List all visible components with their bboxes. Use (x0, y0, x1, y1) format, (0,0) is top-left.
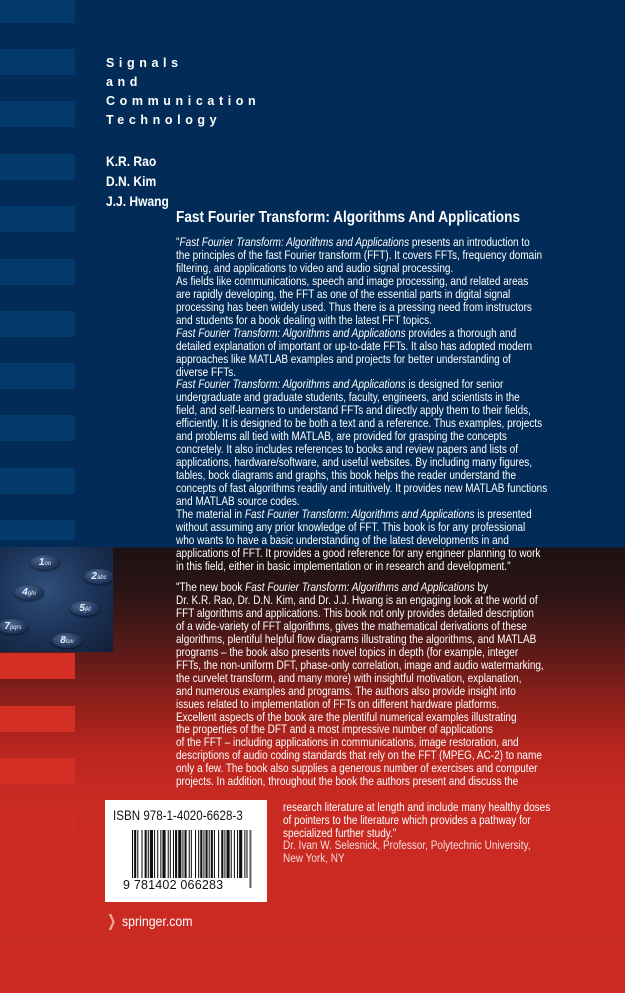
keypad-key (0, 619, 28, 634)
key-number: 5 (79, 603, 85, 614)
text-segment: diverse FFTs. (176, 364, 236, 379)
stripe (0, 758, 75, 784)
text-segment: As fields like communications, speech and image processing, and related areas (176, 273, 529, 288)
text-segment: tables, bock diagrams and graphs, this book helps the reader understand the (176, 468, 517, 483)
series-title (106, 54, 260, 130)
attribution-line: Dr. Ivan W. Selesnick, Professor, Polytechnic University, (283, 838, 531, 852)
series-line: Technology (106, 113, 222, 127)
stripe (0, 653, 75, 679)
text-line: research literature at length and include many healthy doses (283, 800, 551, 814)
text-segment: who wants to have a basic understanding of the latest developments in and (176, 532, 509, 547)
keypad-key (30, 555, 60, 570)
text-segment: FFT algorithms and applications. This book not only provides detailed description (176, 605, 534, 620)
keypad-key (14, 585, 44, 600)
italic-title-segment: Fast Fourier Transform: Algorithms and Applications (244, 507, 475, 522)
text-segment: are rapidly developing, the FFT as one of the essential parts in digital signal (176, 286, 511, 301)
text-segment: in this field, either in basic implementation or in research and development." (176, 558, 511, 573)
attribution-line: New York, NY (283, 850, 345, 865)
text-segment: issues related to implementation of FFTs on different hardware platforms. (176, 696, 500, 711)
text-segment: by (474, 580, 489, 594)
review-attribution (283, 839, 585, 865)
key-number: 2 (91, 571, 97, 582)
text-segment: undergraduate and graduate students, faculty, engineers, and scientists in the (176, 390, 520, 405)
text-segment: the properties of the DFT and a most impressive number of applications (176, 722, 493, 737)
text-segment: without assuming any prior knowledge of FFT. This book is for any professional (176, 519, 526, 534)
text-segment: the principles of the fast Fourier transform (FFT). It covers FFTs, frequency domain (176, 247, 543, 262)
key-number: 1 (38, 557, 45, 568)
text-segment: and MATLAB source codes. (176, 494, 300, 509)
text-segment: the curvelet transform, and many more) with insightful motivation, explanation, (176, 670, 522, 685)
phone-keypad-image (0, 547, 113, 652)
review-quote (176, 581, 624, 788)
series-line: and (106, 75, 143, 89)
text-segment: presents an introduction to (409, 235, 530, 249)
text-segment: provides a thorough and (405, 325, 517, 340)
text-segment: projects. In addition, throughout the book the authors present and discuss the (176, 774, 519, 789)
isbn-barcode-box (105, 800, 267, 902)
text-segment: Dr. K.R. Rao, Dr. D.N. Kim, and Dr. J.J. Hwang is an engaging look at the world of (176, 592, 538, 607)
text-segment: filtering, and applications to video and audio signal processing. (176, 260, 454, 275)
text-segment: FFTs, the non-uniform DFT, phase-only correlation, image and audio watermarking, (176, 657, 544, 672)
italic-title-segment: Fast Fourier Transform: Algorithms and Applications (245, 580, 475, 594)
text-segment: concretely. It also includes references to books and review papers and lists of (176, 442, 519, 457)
text-segment: algorithms, plentiful helpful flow diagrams illustrating the algorithms, and MATLAB (176, 631, 537, 646)
text-segment: approaches like MATLAB examples and projects for better understanding of (176, 351, 511, 366)
keypad-key (52, 633, 82, 648)
key-number: 7 (4, 621, 10, 632)
text-segment: programs – the book also presents novel topics in depth (for example, integer (176, 644, 519, 659)
text-line: specialized further study." (283, 825, 397, 840)
book-description (176, 236, 625, 573)
text-segment: applications, hardware/software, and useful websites. By including many figures, (176, 455, 533, 470)
author-list (106, 151, 169, 211)
italic-title-segment: Fast Fourier Transform: Algorithms and Applications (176, 325, 406, 340)
key-letters: abc (96, 575, 107, 581)
text-segment: field, and self-learners to understand FFTs and directly apply them to their fields, (176, 403, 531, 418)
text-segment: The material in (176, 507, 245, 522)
series-line: Signals (106, 56, 183, 70)
stripe (0, 415, 75, 441)
stripe (0, 810, 75, 836)
key-letters: tuv (65, 639, 74, 645)
text-segment: only a few. The book also supplies a generous number of exercises and computer (176, 761, 538, 776)
stripe (0, 49, 75, 75)
stripe (0, 706, 75, 732)
key-number: 4 (22, 587, 28, 598)
series-line: Communication (106, 94, 261, 108)
key-letters: oo (44, 561, 52, 567)
text-segment: processing has been widely used. Thus there is a pressing need from instructors (176, 299, 532, 314)
text-segment: and students for a book dealing with the latest FFT topics. (176, 312, 432, 327)
text-line (176, 775, 544, 788)
text-segment: detailed explanation of important or up-to-date FFTs. It also has adopted modern (176, 338, 533, 353)
barcode-digits: 9 781402 066283 (123, 878, 224, 892)
text-segment: is presented (474, 507, 532, 522)
author-name: K.R. Rao (106, 153, 157, 169)
text-segment: efficiently. It is designed to be both a text and a reference. Thus examples, projects (176, 416, 543, 431)
author-name: D.N. Kim (106, 173, 157, 189)
stripe (0, 154, 75, 180)
key-number: 8 (60, 635, 66, 646)
text-segment: Excellent aspects of the book are the plentiful numerical examples illustrating (176, 709, 517, 724)
chevron-right-icon: ❯ (107, 913, 117, 930)
text-line: of pointers to the literature which provides a pathway for (283, 812, 531, 827)
stripe (0, 259, 75, 285)
publisher-link[interactable] (105, 911, 203, 931)
isbn-label: ISBN 978-1-4020-6628-3 (113, 808, 243, 823)
stripe (0, 520, 75, 540)
stripe (0, 101, 75, 127)
stripe (0, 468, 75, 494)
text-segment: is designed for senior (405, 377, 504, 392)
author-name: J.J. Hwang (106, 193, 169, 209)
key-letters: pqrs (9, 625, 22, 631)
stripe (0, 206, 75, 232)
text-segment: descriptions of audio coding standards that rely on the FFT (MPEG, AC-2) to name (176, 748, 542, 763)
text-line (176, 560, 547, 573)
text-segment: "The new book (176, 580, 246, 594)
keypad-key (84, 569, 113, 584)
text-segment: and problems all tied with MATLAB, are provided for grasping the concepts (176, 429, 507, 444)
stripe (0, 0, 75, 23)
review-quote-continued (283, 801, 609, 840)
text-segment: of the FFT – including applications in communications, image restoration, and (176, 735, 519, 750)
stripe (0, 363, 75, 389)
keypad-key (70, 601, 100, 616)
italic-title-segment: Fast Fourier Transform: Algorithms and Applications (179, 235, 410, 249)
key-letters: ghi (27, 591, 36, 597)
text-segment: of a wide-variety of FFT algorithms, gives the mathematical derivations of these (176, 618, 527, 633)
italic-title-segment: Fast Fourier Transform: Algorithms and Applications (176, 377, 406, 392)
text-segment: applications of FFT. It provides a good reference for any engineer planning to work (176, 545, 541, 560)
key-letters: jkl (84, 607, 91, 613)
text-segment: concepts of fast algorithms readily and intuitively. It provides new MATLAB functions (176, 481, 548, 496)
book-title: Fast Fourier Transform: Algorithms And Applications (176, 209, 521, 226)
publisher-url: springer.com (122, 913, 193, 929)
text-segment: " (176, 235, 180, 249)
text-segment: and numerous examples and programs. The authors also provide insight into (176, 683, 516, 698)
stripe (0, 311, 75, 337)
